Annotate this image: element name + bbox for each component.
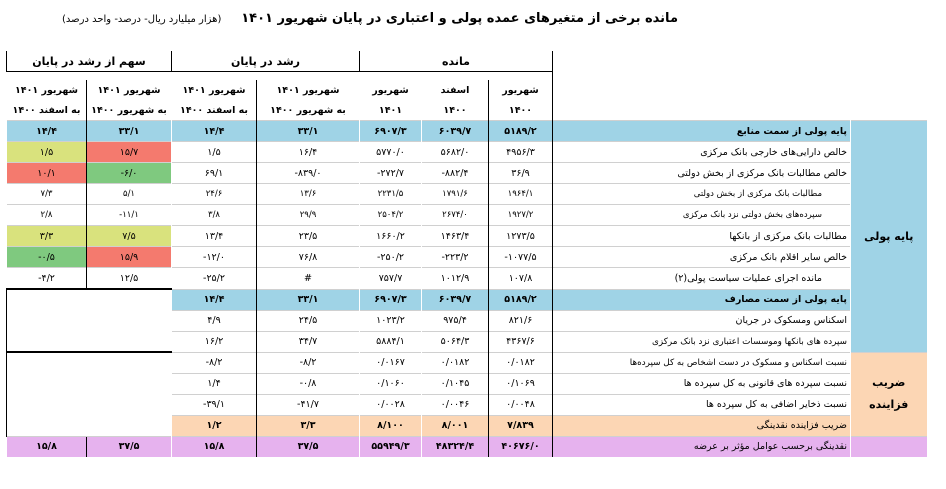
table-row <box>7 163 927 184</box>
cell: ۷۵۷/۷ <box>360 268 422 290</box>
cell: ۴۸۳۲۴/۴ <box>422 436 489 457</box>
cell: ۰/۰۰۲۸ <box>360 394 422 415</box>
cell: ۱/۵ <box>172 142 257 163</box>
cell: ۳/۳ <box>7 226 87 247</box>
cell: ۱۲/۵ <box>87 268 172 290</box>
row-label: سپرده‌های بخش دولتی نزد بانک مرکزی <box>553 205 851 226</box>
cell: ۱۰۷/۸ <box>489 268 553 290</box>
cell: ۶۹/۱ <box>172 163 257 184</box>
cell: ۱۵/۷ <box>87 142 172 163</box>
balance-col-2-line2: ۱۴۰۰ <box>422 100 489 121</box>
cell: -۸۸۲/۴ <box>422 163 489 184</box>
cell: -۸/۲ <box>257 352 360 373</box>
cell: ۱۶۶۰/۲ <box>360 226 422 247</box>
cell: -۱۱/۱ <box>87 205 172 226</box>
cell: ۱۴۶۳/۴ <box>422 226 489 247</box>
cell: -۸/۲ <box>172 352 257 373</box>
cell: ۳/۳ <box>257 415 360 436</box>
table-row <box>7 184 927 205</box>
cell: ۵۷۷۰/۰ <box>360 142 422 163</box>
category-liquidity-blank <box>851 436 927 457</box>
cell: ۲۵۰۴/۲ <box>360 205 422 226</box>
row-label: نقدینگی برحسب عوامل مؤثر بر عرضه <box>553 436 851 457</box>
unit-note: (هزار میلیارد ریال- درصد- واحد درصد) <box>62 14 222 25</box>
row-label: نسبت سپرده های قانونی به کل سپرده ها <box>553 373 851 394</box>
cell: -۰/۵ <box>7 247 87 268</box>
cell: ۶۹۰۷/۳ <box>360 289 422 310</box>
table-row <box>7 352 927 373</box>
cell: -۲۷۲/۷ <box>360 163 422 184</box>
row-label: مانده اجرای عملیات سیاست پولی(۲) <box>553 268 851 290</box>
row-label: خالص دارایی‌های خارجی بانک مرکزی <box>553 142 851 163</box>
cell: ۱۵/۸ <box>172 436 257 457</box>
cell: ۶۰۳۹/۷ <box>422 121 489 142</box>
cell: ۹۷۵/۴ <box>422 310 489 331</box>
cell: ۱۲۷۳/۵ <box>489 226 553 247</box>
cell: ۲/۸ <box>7 205 87 226</box>
cell: ۸/۰۰۱ <box>422 415 489 436</box>
table-row <box>7 247 927 268</box>
category-header-blank <box>851 51 927 121</box>
cell: ۵۱۸۹/۲ <box>489 289 553 310</box>
table-row <box>7 205 927 226</box>
table-row <box>7 226 927 247</box>
cell: ۵۶۸۲/۰ <box>422 142 489 163</box>
cell: ۱۵/۹ <box>87 247 172 268</box>
cell: -۴/۲ <box>7 268 87 290</box>
cell: ۷۶/۸ <box>257 247 360 268</box>
row-label: خالص سایر اقلام بانک مرکزی <box>553 247 851 268</box>
cell: ۰/۰۰۴۸ <box>489 394 553 415</box>
cell: ۳۴/۷ <box>257 331 360 352</box>
table-row <box>7 436 927 457</box>
cell: # <box>257 268 360 290</box>
cell: ۵/۱ <box>87 184 172 205</box>
header-row-1 <box>7 51 927 72</box>
balance-col-3-line1: شهریور <box>489 80 553 100</box>
cell: ۱/۲ <box>172 415 257 436</box>
share-col-2-line1: شهریور ۱۴۰۱ <box>87 80 172 100</box>
cell: ۵۵۹۴۹/۳ <box>360 436 422 457</box>
label-header-blank <box>553 51 851 121</box>
cell: -۰/۸ <box>257 373 360 394</box>
cell: ۳۳/۱ <box>257 289 360 310</box>
cell: -۲۲۳/۲ <box>422 247 489 268</box>
share-group-header: سهم از رشد در پایان <box>7 51 172 72</box>
cell: ۳۷/۵ <box>257 436 360 457</box>
cell: ۳۳/۱ <box>87 121 172 142</box>
cell: -۱۰۷۷/۵ <box>489 247 553 268</box>
growth-group-header: رشد در پایان <box>172 51 360 72</box>
cell: ۳۶/۹ <box>489 163 553 184</box>
row-label: مطالبات بانک مرکزی از بانکها <box>553 226 851 247</box>
cell: ۱۴/۴ <box>172 121 257 142</box>
cell: ۲۶۷۴/۰ <box>422 205 489 226</box>
balance-col-1-line2: ۱۴۰۱ <box>360 100 422 121</box>
cell: ۱/۴ <box>172 373 257 394</box>
cell: ۱۹۲۷/۲ <box>489 205 553 226</box>
share-col-1-line2: به اسفند ۱۴۰۰ <box>7 100 87 121</box>
cell: ۴۰۶۷۶/۰ <box>489 436 553 457</box>
cell: ۱۰/۱ <box>7 163 87 184</box>
row-label: خالص مطالبات بانک مرکزی از بخش دولتی <box>553 163 851 184</box>
cell: ۶۰۳۹/۷ <box>422 289 489 310</box>
cell: ۰/۰۱۸۲ <box>422 352 489 373</box>
empty-share-block <box>7 289 172 352</box>
empty-share-block-2 <box>7 352 172 436</box>
growth-col-2-line1: شهریور ۱۴۰۱ <box>257 80 360 100</box>
cell: ۳۷/۵ <box>87 436 172 457</box>
cell: ۱/۵ <box>7 142 87 163</box>
cell: ۱۵/۸ <box>7 436 87 457</box>
growth-col-2-line2: به شهریور ۱۴۰۰ <box>257 100 360 121</box>
cell: -۱۲/۰ <box>172 247 257 268</box>
cell: ۴۹۵۶/۳ <box>489 142 553 163</box>
table-row <box>7 268 927 290</box>
balance-group-header: مانده <box>360 51 553 72</box>
cell: ۲۳/۵ <box>257 226 360 247</box>
cell: ۴۳۶۷/۶ <box>489 331 553 352</box>
cell: ۷/۸۳۹ <box>489 415 553 436</box>
row-label: اسکناس ومسکوک در جریان <box>553 310 851 331</box>
cell: ۶۹۰۷/۳ <box>360 121 422 142</box>
cell: ۰/۱۰۶۹ <box>489 373 553 394</box>
balance-col-2-line1: اسفند <box>422 80 489 100</box>
share-col-2-line2: به شهریور ۱۴۰۰ <box>87 100 172 121</box>
category-multiplier: ضریب فزاینده <box>851 352 927 436</box>
cell: ۵۰۶۴/۳ <box>422 331 489 352</box>
cell: ۸۲۱/۶ <box>489 310 553 331</box>
balance-col-3-line2: ۱۴۰۰ <box>489 100 553 121</box>
row-label: پایه پولی از سمت منابع <box>553 121 851 142</box>
cell: ۰/۰۱۸۲ <box>489 352 553 373</box>
cell: ۱۹۶۴/۱ <box>489 184 553 205</box>
balance-col-1-line1: شهریور <box>360 80 422 100</box>
table-row <box>7 289 927 310</box>
cell: ۱۶/۲ <box>172 331 257 352</box>
row-label: پایه پولی از سمت مصارف <box>553 289 851 310</box>
cell: ۱۴/۴ <box>172 289 257 310</box>
cell: -۸۳۹/۰ <box>257 163 360 184</box>
cell: ۷/۳ <box>7 184 87 205</box>
cell: ۱۰۲۳/۲ <box>360 310 422 331</box>
table-row <box>7 142 927 163</box>
cell: -۳۹/۱ <box>172 394 257 415</box>
table-row <box>7 121 927 142</box>
cell: ۱۰۱۲/۹ <box>422 268 489 290</box>
growth-col-1-line2: به اسفند ۱۴۰۰ <box>172 100 257 121</box>
row-label: سپرده های بانکها وموسسات اعتباری نزد بانک مرکزی <box>553 331 851 352</box>
cell: -۶/۰ <box>87 163 172 184</box>
cell: -۲۵/۲ <box>172 268 257 290</box>
row-label: نسبت اسکناس و مسکوک در دست اشخاص به کل سپرده‌ها <box>553 352 851 373</box>
cell: ۲۹/۹ <box>257 205 360 226</box>
cell: ۷/۵ <box>87 226 172 247</box>
cell: ۱۳/۶ <box>257 184 360 205</box>
cell: ۳۳/۱ <box>257 121 360 142</box>
cell: ۵۱۸۹/۲ <box>489 121 553 142</box>
cell: ۱۶/۴ <box>257 142 360 163</box>
row-label: ضریب فزاینده نقدینگی <box>553 415 851 436</box>
cell: ۰/۰۱۶۷ <box>360 352 422 373</box>
monetary-table <box>6 51 927 457</box>
cell: ۰/۱۰۴۵ <box>422 373 489 394</box>
cell: ۱۷۹۱/۶ <box>422 184 489 205</box>
cell: ۰/۰۰۴۶ <box>422 394 489 415</box>
page-title: مانده برخی از متغیرهای عمده پولی و اعتباری در پایان شهریور ۱۴۰۱ <box>241 11 678 26</box>
cell: ۳/۸ <box>172 205 257 226</box>
cell: ۱۳/۴ <box>172 226 257 247</box>
cell: ۰/۱۰۶۰ <box>360 373 422 394</box>
cell: ۸/۱۰۰ <box>360 415 422 436</box>
cell: -۴۱/۷ <box>257 394 360 415</box>
category-base-money: پایه پولی <box>851 121 927 353</box>
growth-col-1-line1: شهریور ۱۴۰۱ <box>172 80 257 100</box>
cell: ۵۸۸۴/۱ <box>360 331 422 352</box>
cell: -۲۵۰/۲ <box>360 247 422 268</box>
row-label: مطالبات بانک مرکزی از بخش دولتی <box>553 184 851 205</box>
cell: ۲۴/۵ <box>257 310 360 331</box>
cell: ۴/۹ <box>172 310 257 331</box>
cell: ۲۲۳۱/۵ <box>360 184 422 205</box>
cell: ۲۴/۶ <box>172 184 257 205</box>
cell: ۱۴/۴ <box>7 121 87 142</box>
row-label: نسبت ذخایر اضافی به کل سپرده ها <box>553 394 851 415</box>
share-col-1-line1: شهریور ۱۴۰۱ <box>7 80 87 100</box>
